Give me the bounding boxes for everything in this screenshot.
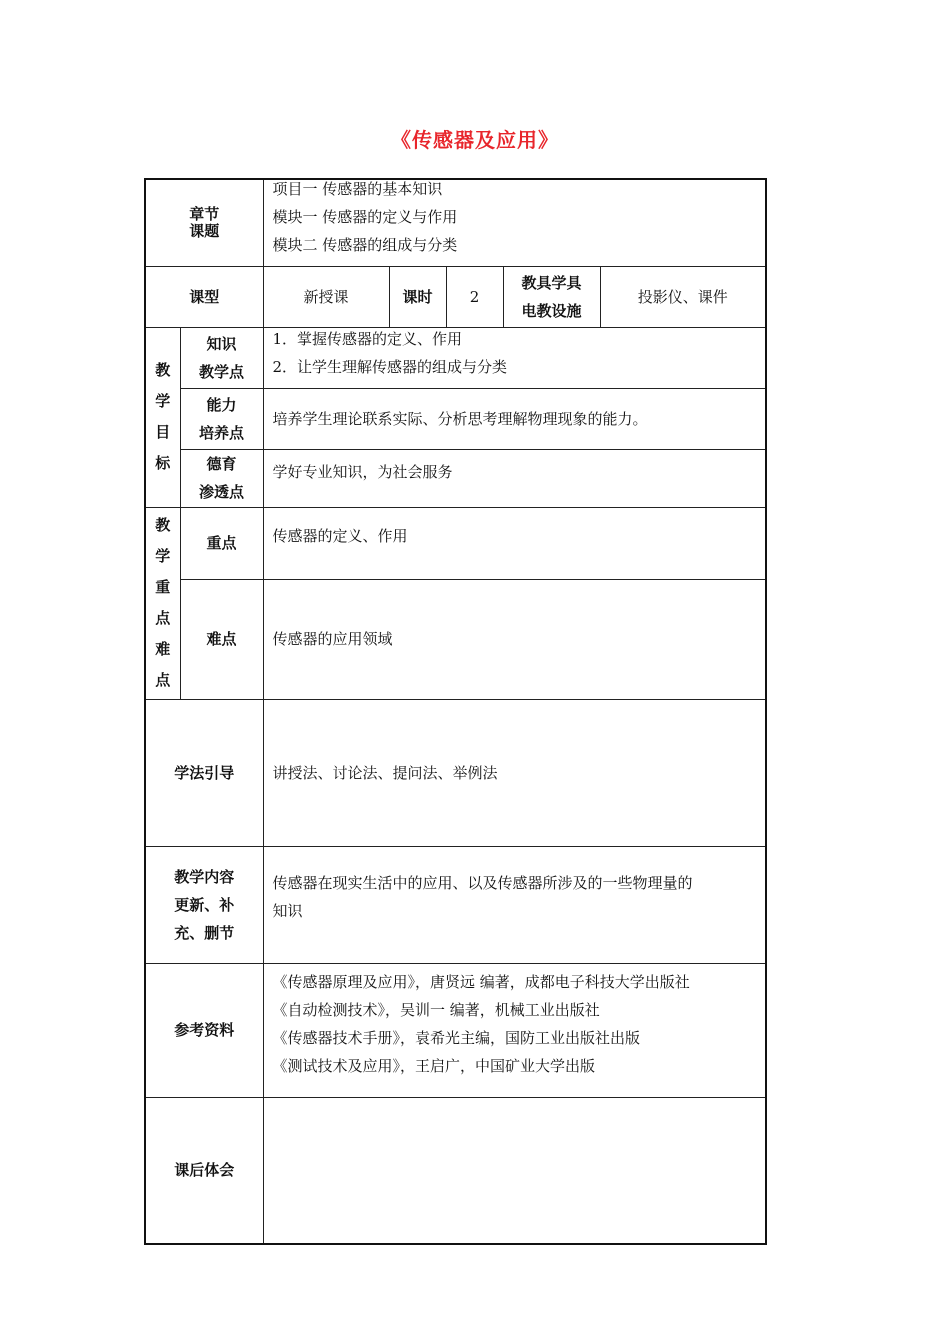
- moral-label: 德育 渗透点: [180, 449, 263, 507]
- row-chapter: [145, 179, 766, 266]
- method-content: 讲授法、讨论法、提问法、举例法: [263, 699, 766, 846]
- reference-item: 《自动检测技术》，吴训一 编著，机械工业出版社: [272, 1000, 600, 1019]
- chapter-line: 模块二 传感器的组成与分类: [272, 236, 458, 254]
- ability-label: 能力 培养点: [180, 388, 263, 449]
- chapter-line: 项目一 传感器的基本知识: [272, 180, 443, 198]
- reference-item: 《传感器技术手册》，袁希光主编，国防工业出版社出版: [272, 1028, 641, 1047]
- content-update-content: [263, 846, 766, 963]
- chapter-label: 章节 课题: [145, 179, 263, 266]
- knowledge-line: 1．掌握传感器的定义、作用: [272, 329, 463, 348]
- knowledge-line: 2．让学生理解传感器的组成与分类: [272, 357, 508, 376]
- content-update-label: 教学内容 更新、补 充、删节: [145, 846, 263, 963]
- row-moral: [145, 449, 766, 507]
- row-key-point: [145, 507, 766, 579]
- references-label: 参考资料: [145, 963, 263, 1097]
- key-points-label: 教 学 重 点 难 点: [145, 507, 180, 699]
- reflection-label: 课后体会: [145, 1097, 263, 1244]
- difficult-point-content: 传感器的应用领域: [263, 579, 766, 699]
- row-references: [145, 963, 766, 1097]
- equipment-value: 投影仪、课件: [600, 266, 766, 327]
- course-type-value: 新授课: [263, 266, 389, 327]
- method-label: 学法引导: [145, 699, 263, 846]
- row-reflection: [145, 1097, 766, 1244]
- row-method: [145, 699, 766, 846]
- reflection-content: [263, 1097, 766, 1244]
- row-ability: [145, 388, 766, 449]
- content-update-line: 传感器在现实生活中的应用、以及传感器所涉及的一些物理量的: [272, 873, 693, 892]
- knowledge-label: 知识 教学点: [180, 327, 263, 388]
- knowledge-content: [263, 327, 766, 388]
- row-content-update: [145, 846, 766, 963]
- reference-item: 《传感器原理及应用》，唐贤远 编著，成都电子科技大学出版社: [272, 972, 690, 991]
- chapter-line: 模块一 传感器的定义与作用: [272, 208, 458, 226]
- objectives-label: 教 学 目 标: [145, 327, 180, 507]
- chapter-content: [263, 179, 766, 266]
- content-update-line: 知识: [272, 901, 303, 920]
- hours-value: 2: [446, 266, 503, 327]
- document-title: 《传感器及应用》: [391, 128, 559, 152]
- row-difficult-point: [145, 579, 766, 699]
- row-course-type: [145, 266, 766, 327]
- hours-label: 课时: [389, 266, 446, 327]
- key-point-content: 传感器的定义、作用: [263, 507, 766, 579]
- moral-content: 学好专业知识，为社会服务: [263, 449, 766, 507]
- key-point-label: 重点: [180, 507, 263, 579]
- reference-item: 《测试技术及应用》，王启广，中国矿业大学出版: [272, 1056, 596, 1075]
- references-content: [263, 963, 766, 1097]
- row-knowledge: [145, 327, 766, 388]
- lesson-plan-table: [144, 178, 767, 1245]
- ability-content: 培养学生理论联系实际、分析思考理解物理现象的能力。: [263, 388, 766, 449]
- equipment-label: 教具学具 电教设施: [503, 266, 600, 327]
- difficult-point-label: 难点: [180, 579, 263, 699]
- course-type-label: 课型: [145, 266, 263, 327]
